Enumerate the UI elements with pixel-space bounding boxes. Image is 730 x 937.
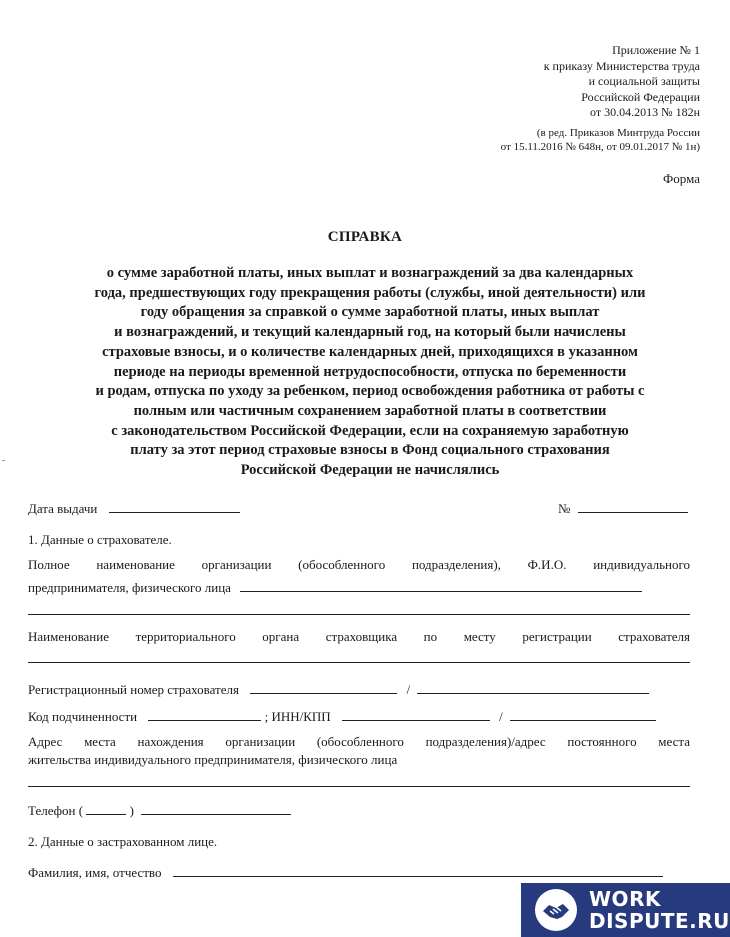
subtitle-line: и вознаграждений, и текущий календарный год, на который были начислены (114, 324, 626, 341)
slash-separator: / (406, 682, 411, 697)
section2-title: 2. Данные о застрахованном лице. (28, 834, 218, 849)
edition-line: от 15.11.2016 № 648н, от 09.01.2017 № 1н) (500, 141, 700, 153)
org-name-field[interactable] (240, 577, 642, 592)
org-name-label-line2: предпринимателя, физического лица (28, 580, 231, 595)
header-line: к приказу Министерства труда (543, 58, 700, 73)
address-field[interactable] (28, 786, 690, 787)
subtitle-line: года, предшествующих году прекращения работы (службы, иной деятельности) или (94, 284, 646, 301)
document-title: СПРАВКА (327, 229, 403, 245)
subordination-field[interactable] (148, 706, 261, 721)
phone-number-field[interactable] (141, 800, 291, 815)
territorial-body-field[interactable] (28, 662, 690, 663)
margin-mark (2, 460, 5, 461)
form-label: Форма (663, 171, 700, 186)
reg-number-label: Регистрационный номер страхователя (28, 682, 239, 697)
subtitle-line: с законодательством Российской Федерации, если на сохраняемую заработную (111, 422, 629, 439)
org-name-row (28, 577, 642, 596)
phone-close-paren: ) (129, 803, 134, 818)
inn-kpp-label: ; ИНН/КПП (264, 709, 331, 724)
header-line: от 30.04.2013 № 182н (590, 105, 700, 119)
subtitle-line: периоде на периоды временной нетрудоспособности, отпуска по беременности (113, 363, 627, 380)
header-line: Российской Федерации (581, 89, 700, 104)
subordination-label: Код подчиненности (28, 709, 138, 724)
fio-field[interactable] (173, 862, 663, 877)
subtitle-line: страховые взносы, и о количестве календарных дней, приходящихся в указанном (102, 343, 638, 360)
number-field[interactable] (578, 498, 688, 513)
edition-line: (в ред. Приказов Минтруда России (536, 127, 700, 139)
appendix-header (544, 43, 700, 121)
reg-number-row (28, 679, 649, 698)
document-subtitle (20, 264, 720, 481)
org-name-field-continued[interactable] (28, 614, 690, 615)
number-row (558, 498, 688, 517)
header-line: и социальной защиты (588, 74, 700, 88)
phone-code-field[interactable] (86, 800, 126, 815)
subordination-row (28, 706, 656, 725)
phone-label: Телефон ( (28, 803, 84, 818)
territorial-body-label: Наименование территориального органа страховщика по месту регистрации страхователя (28, 629, 690, 644)
subtitle-line: Российской Федерации не начислялись (240, 462, 500, 479)
edition-note (501, 126, 700, 154)
logo-text (589, 888, 730, 932)
org-name-label-line1: Полное наименование организации (обособленного подразделения), Ф.И.О. индивидуального (28, 557, 690, 572)
subtitle-line: и родам, отпуска по уходу за ребенком, период освобождения работника от работы с (95, 383, 645, 400)
header-line: Приложение № 1 (612, 43, 700, 57)
issue-date-row (28, 498, 240, 517)
logo-line1: WORK (589, 887, 661, 911)
workdispute-logo (521, 883, 730, 937)
fio-row (28, 862, 663, 881)
reg-number-field-2[interactable] (417, 679, 649, 694)
issue-date-field[interactable] (109, 498, 240, 513)
reg-number-field-1[interactable] (250, 679, 397, 694)
address-label-line2: жительства индивидуального предпринимателя, физического лица (28, 752, 398, 767)
logo-line2: DISPUTE.RU (589, 909, 730, 933)
issue-date-label: Дата выдачи (28, 501, 98, 516)
slash-separator: / (499, 709, 503, 724)
subtitle-line: году обращения за справкой о сумме заработной платы, иных выплат (140, 304, 600, 321)
subtitle-line: полным или частичным сохранением заработной платы в соответствии (133, 402, 607, 419)
handshake-icon (535, 889, 577, 931)
subtitle-line: плату за этот период страховые взносы в Фонд социального страхования (130, 442, 610, 459)
number-label: № (558, 501, 571, 516)
inn-field[interactable] (342, 706, 490, 721)
subtitle-line: о сумме заработной платы, иных выплат и вознаграждений за два календарных (106, 265, 634, 281)
fio-label: Фамилия, имя, отчество (28, 865, 162, 880)
phone-row (28, 800, 291, 819)
kpp-field[interactable] (510, 706, 656, 721)
section1-title: 1. Данные о страхователе. (28, 532, 172, 547)
address-label-line1: Адрес места нахождения организации (обособленного подразделения)/адрес постоянного места (28, 734, 690, 749)
